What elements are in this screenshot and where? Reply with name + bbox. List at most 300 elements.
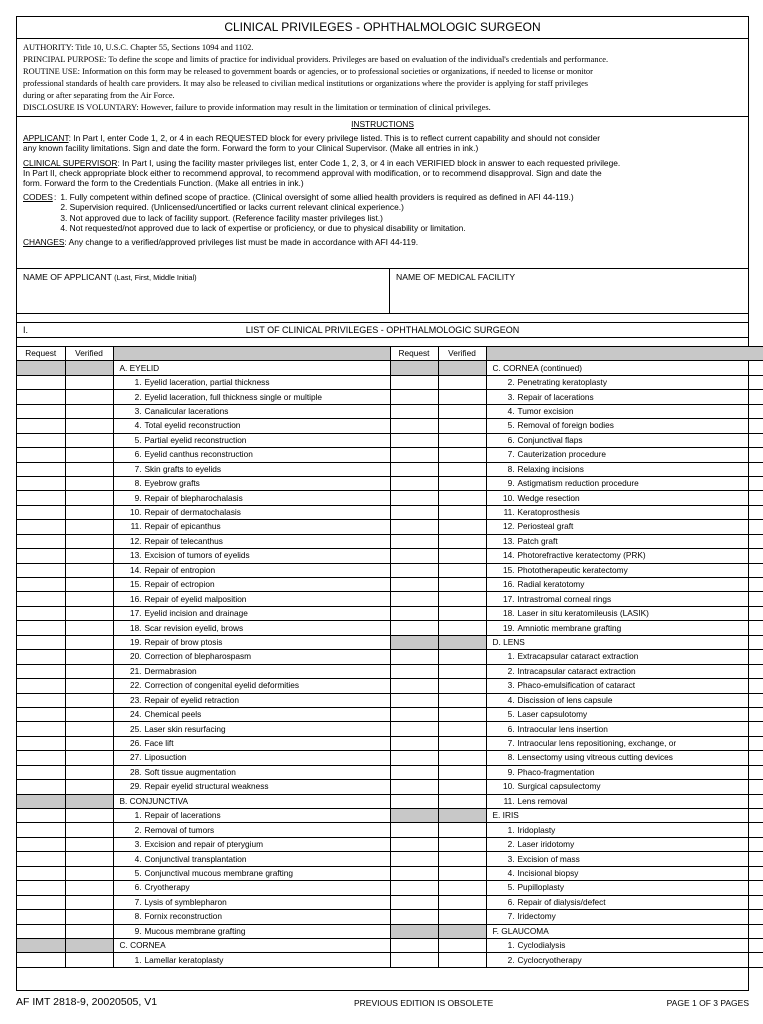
privilege-label xyxy=(113,563,390,577)
table-row xyxy=(17,390,763,404)
privilege-label xyxy=(113,679,390,693)
privilege-label xyxy=(113,736,390,750)
request-cell[interactable] xyxy=(17,924,65,938)
verified-cell[interactable] xyxy=(65,650,113,664)
request-cell[interactable] xyxy=(17,592,65,606)
table-header-row xyxy=(17,347,763,361)
request-cell[interactable] xyxy=(390,910,438,924)
privilege-text: Radial keratotomy xyxy=(517,579,585,590)
name-of-facility-field[interactable] xyxy=(390,269,521,313)
table-row xyxy=(17,953,763,967)
privilege-text: Repair of eyelid retraction xyxy=(144,694,240,705)
request-cell[interactable] xyxy=(390,419,438,433)
request-cell[interactable] xyxy=(390,679,438,693)
table-row xyxy=(17,837,763,851)
verified-cell[interactable] xyxy=(65,534,113,548)
verified-cell[interactable] xyxy=(65,924,113,938)
code-2: 2. Supervision required. (Unlicensed/uncertified or lacks current relevant clinical experience.) xyxy=(60,202,404,213)
table-row xyxy=(17,780,763,794)
verified-cell[interactable] xyxy=(65,476,113,490)
request-cell[interactable] xyxy=(17,635,65,649)
privilege-number: 7. xyxy=(507,911,515,922)
privilege-text: Repair of dialysis/defect xyxy=(517,896,606,907)
privilege-label xyxy=(486,534,763,548)
privilege-number: 1. xyxy=(507,940,515,951)
verified-cell[interactable] xyxy=(438,390,486,404)
verified-cell[interactable] xyxy=(65,722,113,736)
privilege-number: 10. xyxy=(502,781,515,792)
verified-cell[interactable] xyxy=(438,476,486,490)
verified-cell[interactable] xyxy=(438,578,486,592)
verified-cell[interactable] xyxy=(438,606,486,620)
privilege-label xyxy=(486,736,763,750)
privilege-number: 3. xyxy=(507,853,515,864)
verified-cell[interactable] xyxy=(65,881,113,895)
table-row xyxy=(17,448,763,462)
privilege-label xyxy=(486,520,763,534)
verified-cell[interactable] xyxy=(65,404,113,418)
codes-label: CODES xyxy=(23,192,53,203)
privilege-label xyxy=(113,765,390,779)
privilege-label xyxy=(113,866,390,880)
privilege-number: 11. xyxy=(503,795,515,806)
request-cell[interactable] xyxy=(17,534,65,548)
privacy-act-statement xyxy=(17,39,748,117)
privilege-text: Removal of foreign bodies xyxy=(517,420,614,431)
privilege-text: Cryotherapy xyxy=(144,882,190,893)
verified-cell[interactable] xyxy=(438,693,486,707)
privilege-number: 3. xyxy=(134,839,142,850)
privilege-label xyxy=(113,837,390,851)
verified-cell[interactable] xyxy=(438,375,486,389)
privilege-number: 7. xyxy=(507,449,515,460)
verified-cell[interactable] xyxy=(438,866,486,880)
privilege-text: Intrastromal corneal rings xyxy=(517,593,612,604)
verified-cell[interactable] xyxy=(65,765,113,779)
edition-note: PREVIOUS EDITION IS OBSOLETE xyxy=(354,998,494,1008)
verified-cell[interactable] xyxy=(438,751,486,765)
request-cell[interactable] xyxy=(17,563,65,577)
request-cell[interactable] xyxy=(17,433,65,447)
privilege-number: 11. xyxy=(130,521,142,532)
changes-text: : Any change to a verified/approved privileges list must be made in accordance with AFI 44-119. xyxy=(64,237,419,248)
request-cell[interactable] xyxy=(17,448,65,462)
privilege-number: 28. xyxy=(129,766,142,777)
privilege-number: 9. xyxy=(507,766,515,777)
category-request-cell xyxy=(390,635,438,649)
privacy-routine-use: ROUTINE USE: Information on this form may be released to government boards or agencies, or to professional societies or organizations, if needed to license or monitor xyxy=(23,66,593,76)
verified-cell[interactable] xyxy=(438,837,486,851)
privilege-number: 12. xyxy=(129,535,142,546)
privilege-label xyxy=(113,664,390,678)
verified-cell[interactable] xyxy=(438,549,486,563)
privilege-label xyxy=(486,549,763,563)
verified-cell[interactable] xyxy=(438,592,486,606)
privilege-text: Canalicular lacerations xyxy=(144,405,229,416)
request-cell[interactable] xyxy=(390,837,438,851)
privilege-number: 7. xyxy=(134,463,142,474)
privacy-disclosure: DISCLOSURE IS VOLUNTARY: However, failure to provide information may result in the limitation or termination of clinical privileges. xyxy=(23,102,491,112)
verified-cell[interactable] xyxy=(65,736,113,750)
verified-cell[interactable] xyxy=(65,693,113,707)
category-label: D. LENS xyxy=(486,635,763,649)
request-cell[interactable] xyxy=(390,534,438,548)
request-cell[interactable] xyxy=(17,491,65,505)
privilege-text: Repair of lacerations xyxy=(517,391,594,402)
verified-cell[interactable] xyxy=(65,751,113,765)
privilege-text: Repair of ectropion xyxy=(144,579,215,590)
privilege-label xyxy=(486,621,763,635)
privilege-number: 9. xyxy=(134,492,142,503)
request-cell[interactable] xyxy=(390,938,438,952)
category-verified-cell xyxy=(65,938,113,952)
request-cell[interactable] xyxy=(390,375,438,389)
privilege-text: Dermabrasion xyxy=(144,665,197,676)
verified-cell[interactable] xyxy=(438,722,486,736)
privilege-number: 9. xyxy=(507,478,515,489)
table-row xyxy=(17,693,763,707)
request-cell[interactable] xyxy=(17,722,65,736)
verified-cell[interactable] xyxy=(438,938,486,952)
verified-cell[interactable] xyxy=(65,563,113,577)
privilege-number: 10. xyxy=(502,492,515,503)
code-4: 4. Not requested/not approved due to lack of expertise or proficiency, or due to physical disability or limitation. xyxy=(60,222,466,233)
category-request-cell xyxy=(390,809,438,823)
request-cell[interactable] xyxy=(17,476,65,490)
table-row xyxy=(17,419,763,433)
privilege-label xyxy=(113,433,390,447)
privilege-number: 6. xyxy=(507,723,515,734)
verified-cell[interactable] xyxy=(438,953,486,967)
verified-cell[interactable] xyxy=(438,563,486,577)
table-row xyxy=(17,563,763,577)
verified-cell[interactable] xyxy=(65,433,113,447)
privilege-number: 17. xyxy=(502,593,515,604)
verified-cell[interactable] xyxy=(65,780,113,794)
request-cell[interactable] xyxy=(17,375,65,389)
code-1: 1. Fully competent within defined scope of practice. (Clinical oversight of some allied health providers is required as defined in AFI 44-119.) xyxy=(60,192,574,203)
privilege-text: Soft tissue augmentation xyxy=(144,766,236,777)
category-request-cell xyxy=(17,361,65,375)
verified-cell[interactable] xyxy=(438,679,486,693)
verified-cell[interactable] xyxy=(65,390,113,404)
privilege-text: Total eyelid reconstruction xyxy=(144,420,241,431)
verified-cell[interactable] xyxy=(438,650,486,664)
request-cell[interactable] xyxy=(390,390,438,404)
verified-cell[interactable] xyxy=(438,707,486,721)
privacy-authority: AUTHORITY: Title 10, U.S.C. Chapter 55, Sections 1094 and 1102. xyxy=(23,43,254,52)
verified-cell[interactable] xyxy=(438,433,486,447)
verified-cell[interactable] xyxy=(65,823,113,837)
verified-cell[interactable] xyxy=(65,664,113,678)
request-cell[interactable] xyxy=(17,736,65,750)
privilege-number: 4. xyxy=(134,420,142,431)
privilege-number: 4. xyxy=(507,694,515,705)
request-cell[interactable] xyxy=(390,491,438,505)
table-row xyxy=(17,520,763,534)
privilege-text: Face lift xyxy=(144,738,174,749)
privilege-text: Periosteal graft xyxy=(517,521,574,532)
verified-cell[interactable] xyxy=(65,707,113,721)
privilege-text: Conjunctival mucous membrane grafting xyxy=(144,867,293,878)
privilege-text: Fornix reconstruction xyxy=(144,911,222,922)
privilege-number: 2. xyxy=(134,824,142,835)
request-cell[interactable] xyxy=(17,866,65,880)
privilege-label xyxy=(486,953,763,967)
request-cell[interactable] xyxy=(390,736,438,750)
request-cell[interactable] xyxy=(17,837,65,851)
verified-cell[interactable] xyxy=(438,881,486,895)
verified-cell[interactable] xyxy=(65,953,113,967)
privilege-number: 6. xyxy=(507,434,515,445)
request-cell[interactable] xyxy=(17,505,65,519)
request-cell[interactable] xyxy=(390,505,438,519)
request-cell[interactable] xyxy=(17,650,65,664)
request-cell[interactable] xyxy=(390,448,438,462)
verified-cell[interactable] xyxy=(438,823,486,837)
privilege-label xyxy=(486,881,763,895)
verified-cell[interactable] xyxy=(438,852,486,866)
request-cell[interactable] xyxy=(390,751,438,765)
privilege-label xyxy=(486,505,763,519)
request-cell[interactable] xyxy=(17,852,65,866)
privilege-label xyxy=(113,852,390,866)
verified-cell[interactable] xyxy=(438,664,486,678)
request-cell[interactable] xyxy=(17,707,65,721)
request-cell[interactable] xyxy=(390,462,438,476)
verified-cell[interactable] xyxy=(438,895,486,909)
verified-cell[interactable] xyxy=(438,462,486,476)
privilege-label xyxy=(486,375,763,389)
request-cell[interactable] xyxy=(390,881,438,895)
table-row xyxy=(17,375,763,389)
request-cell[interactable] xyxy=(17,910,65,924)
code-3: 3. Not approved due to lack of facility support. (Reference facility master privileges list.) xyxy=(60,212,383,223)
verified-cell[interactable] xyxy=(438,736,486,750)
verified-cell[interactable] xyxy=(438,491,486,505)
privilege-label xyxy=(486,404,763,418)
table-row xyxy=(17,736,763,750)
request-cell[interactable] xyxy=(390,693,438,707)
request-cell[interactable] xyxy=(390,563,438,577)
privilege-label xyxy=(486,823,763,837)
table-row xyxy=(17,794,763,808)
request-cell[interactable] xyxy=(390,823,438,837)
privilege-number: 8. xyxy=(134,478,142,489)
request-cell[interactable] xyxy=(17,462,65,476)
request-cell[interactable] xyxy=(17,419,65,433)
privilege-text: Relaxing incisions xyxy=(517,463,584,474)
table-row xyxy=(17,664,763,678)
request-cell[interactable] xyxy=(17,809,65,823)
request-cell[interactable] xyxy=(17,664,65,678)
request-cell[interactable] xyxy=(17,751,65,765)
verified-cell[interactable] xyxy=(65,837,113,851)
privilege-number: 7. xyxy=(507,738,515,749)
applicant-info xyxy=(17,269,748,314)
privilege-text: Repair of eyelid malposition xyxy=(144,593,247,604)
privilege-text: Tumor excision xyxy=(517,405,574,416)
request-cell[interactable] xyxy=(390,794,438,808)
request-cell[interactable] xyxy=(17,823,65,837)
request-cell[interactable] xyxy=(390,722,438,736)
request-cell[interactable] xyxy=(390,895,438,909)
request-cell[interactable] xyxy=(390,592,438,606)
supervisor-text-cont2: form. Forward the form to the Credentials Function. (Make all entries in ink.) xyxy=(23,178,304,189)
verified-cell[interactable] xyxy=(65,621,113,635)
privilege-text: Extracapsular cataract extraction xyxy=(517,651,639,662)
privilege-label xyxy=(113,592,390,606)
verified-cell[interactable] xyxy=(65,520,113,534)
request-cell[interactable] xyxy=(390,953,438,967)
request-cell[interactable] xyxy=(390,404,438,418)
privilege-label xyxy=(486,462,763,476)
verified-cell[interactable] xyxy=(65,910,113,924)
table-row xyxy=(17,534,763,548)
verified-cell[interactable] xyxy=(65,866,113,880)
privilege-number: 8. xyxy=(134,911,142,922)
request-cell[interactable] xyxy=(390,852,438,866)
table-row xyxy=(17,361,763,375)
request-cell[interactable] xyxy=(390,664,438,678)
privilege-label xyxy=(486,419,763,433)
privilege-label xyxy=(486,852,763,866)
privilege-text: Incisional biopsy xyxy=(517,867,579,878)
request-cell[interactable] xyxy=(390,650,438,664)
privilege-number: 17. xyxy=(129,608,142,619)
request-cell[interactable] xyxy=(17,390,65,404)
request-cell[interactable] xyxy=(17,953,65,967)
privilege-label xyxy=(113,809,390,823)
privilege-label xyxy=(486,578,763,592)
request-cell[interactable] xyxy=(390,621,438,635)
privilege-label xyxy=(113,910,390,924)
privilege-text: Intraocular lens insertion xyxy=(517,723,608,734)
request-cell[interactable] xyxy=(17,621,65,635)
privilege-label xyxy=(113,895,390,909)
verified-cell[interactable] xyxy=(438,448,486,462)
verified-cell[interactable] xyxy=(65,462,113,476)
verified-cell[interactable] xyxy=(438,910,486,924)
request-cell[interactable] xyxy=(390,606,438,620)
verified-cell[interactable] xyxy=(65,419,113,433)
request-cell[interactable] xyxy=(17,881,65,895)
privilege-label xyxy=(486,707,763,721)
request-cell[interactable] xyxy=(17,606,65,620)
privilege-label xyxy=(486,650,763,664)
privilege-label xyxy=(113,650,390,664)
privilege-label xyxy=(113,635,390,649)
verified-cell[interactable] xyxy=(65,448,113,462)
verified-cell[interactable] xyxy=(438,780,486,794)
verified-cell[interactable] xyxy=(65,592,113,606)
privacy-routine-use-cont2: during or after separating from the Air Force. xyxy=(23,90,175,100)
privilege-label xyxy=(113,375,390,389)
table-row xyxy=(17,809,763,823)
verified-cell[interactable] xyxy=(65,375,113,389)
privilege-label xyxy=(113,707,390,721)
request-cell[interactable] xyxy=(17,679,65,693)
verified-cell[interactable] xyxy=(438,505,486,519)
verified-cell[interactable] xyxy=(65,606,113,620)
verified-cell[interactable] xyxy=(65,578,113,592)
verified-cell[interactable] xyxy=(65,895,113,909)
verified-cell[interactable] xyxy=(65,505,113,519)
verified-cell[interactable] xyxy=(438,520,486,534)
privilege-label xyxy=(486,765,763,779)
verified-cell[interactable] xyxy=(65,635,113,649)
verified-cell[interactable] xyxy=(438,794,486,808)
request-cell[interactable] xyxy=(390,549,438,563)
privilege-number: 2. xyxy=(134,391,142,402)
verified-cell[interactable] xyxy=(438,404,486,418)
privilege-label xyxy=(113,621,390,635)
privilege-label xyxy=(113,693,390,707)
request-cell[interactable] xyxy=(17,549,65,563)
request-cell[interactable] xyxy=(17,520,65,534)
verified-cell[interactable] xyxy=(65,549,113,563)
verified-cell[interactable] xyxy=(65,809,113,823)
privilege-text: Phaco-fragmentation xyxy=(517,766,595,777)
privilege-text: Discission of lens capsule xyxy=(517,694,613,705)
privilege-number: 16. xyxy=(502,579,515,590)
request-cell[interactable] xyxy=(17,404,65,418)
privilege-number: 18. xyxy=(129,622,142,633)
privilege-label xyxy=(113,578,390,592)
category-label: E. IRIS xyxy=(486,809,763,823)
privilege-number: 7. xyxy=(134,896,142,907)
verified-cell[interactable] xyxy=(65,491,113,505)
verified-cell[interactable] xyxy=(438,765,486,779)
request-cell[interactable] xyxy=(390,866,438,880)
verified-cell[interactable] xyxy=(438,419,486,433)
request-cell[interactable] xyxy=(390,707,438,721)
request-cell[interactable] xyxy=(390,433,438,447)
privilege-label xyxy=(486,722,763,736)
verified-cell[interactable] xyxy=(65,679,113,693)
privilege-text: Cauterization procedure xyxy=(517,449,607,460)
request-cell[interactable] xyxy=(17,693,65,707)
request-cell[interactable] xyxy=(17,578,65,592)
privilege-text: Repair of brow ptosis xyxy=(144,636,223,647)
privilege-label xyxy=(113,491,390,505)
privilege-text: Cyclocryotherapy xyxy=(517,954,582,965)
verified-cell[interactable] xyxy=(438,621,486,635)
request-cell[interactable] xyxy=(17,780,65,794)
request-cell[interactable] xyxy=(390,578,438,592)
request-cell[interactable] xyxy=(390,520,438,534)
request-cell[interactable] xyxy=(390,765,438,779)
privilege-text: Iridectomy xyxy=(517,911,556,922)
privilege-label xyxy=(113,404,390,418)
verified-cell[interactable] xyxy=(438,534,486,548)
request-cell[interactable] xyxy=(390,780,438,794)
request-cell[interactable] xyxy=(17,895,65,909)
privilege-text: Excision of mass xyxy=(517,853,580,864)
table-row xyxy=(17,404,763,418)
request-column-header: Request xyxy=(17,347,65,361)
privilege-number: 1. xyxy=(134,377,142,388)
privilege-text: Iridoplasty xyxy=(517,824,556,835)
privilege-number: 23. xyxy=(129,694,142,705)
name-of-applicant-field[interactable] xyxy=(17,269,390,313)
privilege-number: 4. xyxy=(134,853,142,864)
verified-cell[interactable] xyxy=(65,852,113,866)
privilege-label xyxy=(486,679,763,693)
table-row xyxy=(17,924,763,938)
request-cell[interactable] xyxy=(17,765,65,779)
request-cell[interactable] xyxy=(390,476,438,490)
